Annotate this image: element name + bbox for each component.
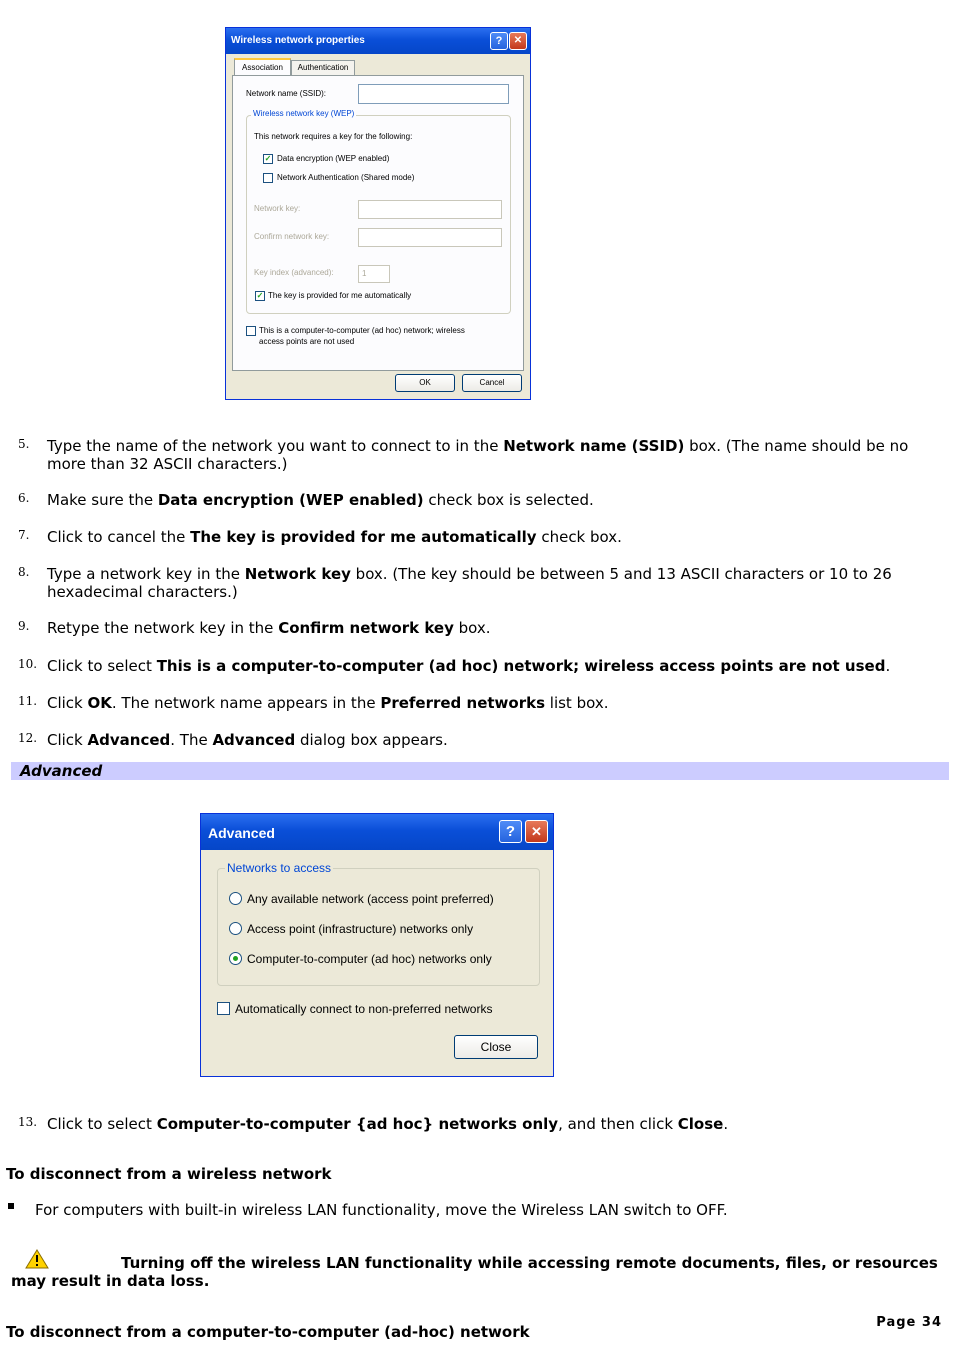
wep-group-label: Wireless network key (WEP): [253, 109, 355, 118]
ok-button[interactable]: OK: [395, 374, 455, 392]
step-number: 10.: [18, 657, 38, 671]
checkmark-icon: ✓: [256, 291, 264, 300]
bullet-icon: [8, 1203, 14, 1209]
heading-disconnect-wireless: To disconnect from a wireless network: [6, 1165, 332, 1183]
advanced-dialog: [200, 813, 554, 1077]
tab-association[interactable]: Association: [234, 58, 291, 77]
help-button[interactable]: ?: [490, 32, 508, 50]
radio-adhoc-only-label: Computer-to-computer (ad hoc) networks only: [247, 952, 492, 966]
networks-group-label: Networks to access: [227, 861, 332, 875]
step-number: 8.: [18, 565, 30, 579]
auto-connect-label: Automatically connect to non-preferred networks: [235, 1002, 493, 1016]
step-text: Click to cancel the The key is provided for me automatically check box.: [47, 528, 622, 546]
step-text: Click Advanced. The Advanced dialog box appears.: [47, 731, 448, 749]
dialog-title: Wireless network properties: [231, 35, 365, 46]
step-number: 9.: [18, 619, 30, 633]
step-text: Make sure the Data encryption (WEP enabled) check box is selected.: [47, 491, 594, 509]
step-number: 13.: [18, 1115, 38, 1129]
auto-key-checkbox[interactable]: [255, 291, 265, 301]
radio-selected-dot: [233, 956, 238, 961]
confirm-key-label: Confirm network key:: [254, 232, 330, 241]
step-text: Type a network key in the Network key box. (The key should be between 5 and 13 ASCII characters or 10 to 26 hexadecimal characters.): [47, 565, 892, 601]
step-number: 5.: [18, 437, 30, 451]
step-number: 7.: [18, 528, 30, 542]
bullet-text: For computers with built-in wireless LAN functionality, move the Wireless LAN switch to OFF.: [35, 1201, 728, 1219]
radio-access-point-only[interactable]: [229, 922, 242, 935]
cancel-button[interactable]: Cancel: [462, 374, 522, 392]
section-title: Advanced: [20, 762, 103, 780]
warning-text: Turning off the wireless LAN functionality while accessing remote documents, files, or resources may result in data loss.: [11, 1254, 938, 1290]
requires-text: This network requires a key for the following:: [254, 132, 413, 141]
help-button[interactable]: ?: [499, 820, 522, 843]
heading-disconnect-adhoc: To disconnect from a computer-to-computer (ad-hoc) network: [6, 1323, 530, 1341]
step-text: Click to select This is a computer-to-computer (ad hoc) network; wireless access points are not used.: [47, 657, 891, 675]
auto-connect-checkbox[interactable]: [217, 1002, 230, 1015]
close-button[interactable]: ✕: [509, 32, 527, 50]
dialog-title-bar[interactable]: [226, 28, 530, 54]
page-number: Page 34: [876, 1315, 942, 1330]
confirm-key-input[interactable]: [358, 228, 502, 247]
data-encryption-checkbox[interactable]: [263, 154, 273, 164]
step-text: Type the name of the network you want to connect to in the Network name (SSID) box. (The name should be no more than 32 ASCII characters.): [47, 437, 909, 473]
radio-any-network[interactable]: [229, 892, 242, 905]
network-auth-checkbox[interactable]: [263, 173, 273, 183]
close-dialog-button[interactable]: Close: [454, 1035, 538, 1059]
checkmark-icon: ✓: [264, 154, 272, 163]
data-encryption-label: Data encryption (WEP enabled): [277, 154, 390, 163]
network-auth-label: Network Authentication (Shared mode): [277, 173, 415, 182]
step-number: 11.: [18, 694, 38, 708]
auto-key-label: The key is provided for me automatically: [268, 291, 412, 300]
adhoc-label-line1: This is a computer-to-computer (ad hoc) network; wireless: [259, 326, 465, 335]
ssid-label: Network name (SSID):: [246, 89, 327, 98]
key-index-value: 1: [362, 269, 367, 278]
adhoc-checkbox[interactable]: [246, 326, 256, 336]
network-key-input[interactable]: [358, 200, 502, 219]
step-text: Click OK. The network name appears in the Preferred networks list box.: [47, 694, 609, 712]
ssid-input[interactable]: [358, 84, 509, 104]
key-index-spinner[interactable]: [358, 265, 390, 283]
adhoc-label-line2: access points are not used: [259, 337, 355, 346]
radio-any-network-label: Any available network (access point preferred): [247, 892, 494, 906]
close-button[interactable]: ✕: [525, 820, 548, 843]
radio-access-point-only-label: Access point (infrastructure) networks only: [247, 922, 474, 936]
step-text: Retype the network key in the Confirm network key box.: [47, 619, 491, 637]
wireless-network-properties-dialog: [225, 27, 531, 400]
radio-adhoc-only[interactable]: [229, 952, 242, 965]
dialog-title: Advanced: [208, 825, 275, 841]
key-index-label: Key index (advanced):: [254, 268, 334, 277]
network-key-label: Network key:: [254, 204, 301, 213]
step-text: Click to select Computer-to-computer {ad hoc} networks only, and then click Close.: [47, 1115, 729, 1133]
step-number: 12.: [18, 731, 38, 745]
step-number: 6.: [18, 491, 30, 505]
section-bar-advanced: [11, 762, 949, 780]
tab-authentication[interactable]: Authentication: [291, 60, 355, 75]
